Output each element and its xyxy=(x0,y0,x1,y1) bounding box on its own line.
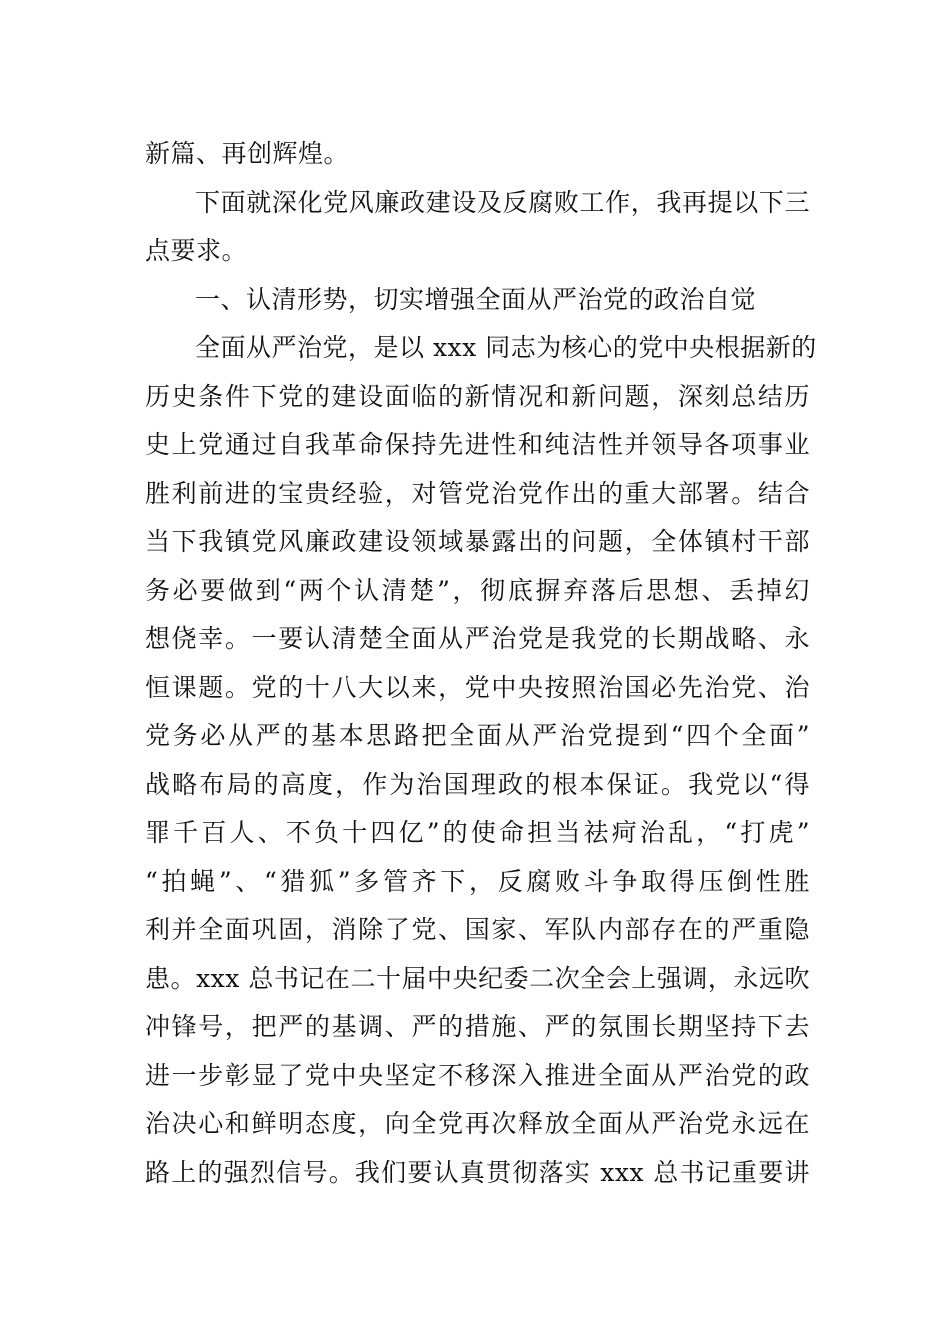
section-heading-1: 一、认清形势，切实增强全面从严治党的政治自觉 xyxy=(195,284,757,314)
text-line-19: 冲锋号，把严的基调、严的措施、严的氛围长期坚持下去 xyxy=(145,1012,810,1041)
text-line-22: 路上的强烈信号。我们要认真贯彻落实 xxx 总书记重要讲 xyxy=(145,1157,810,1187)
text-line-11: 想侥幸。一要认清楚全面从严治党是我党的长期战略、永 xyxy=(145,624,810,653)
text-line-10: 务必要做到“两个认清楚”，彻底摒弃落后思想、丢掉幻 xyxy=(145,575,810,605)
text-line-2: 下面就深化党风廉政建设及反腐败工作，我再提以下三 xyxy=(195,187,810,217)
text-line-18: 患。xxx 总书记在二十届中央纪委二次全会上强调，永远吹 xyxy=(145,963,810,993)
text-line-13: 党务必从严的基本思路把全面从严治党提到“四个全面” xyxy=(145,721,810,750)
document-body xyxy=(145,130,817,1197)
text-line-12: 恒课题。党的十八大以来，党中央按照治国必先治党、治 xyxy=(145,672,810,702)
text-line-6: 历史条件下党的建设面临的新情况和新问题，深刻总结历 xyxy=(145,381,810,411)
text-line-17: 利并全面巩固，消除了党、国家、军队内部存在的严重隐 xyxy=(145,915,810,944)
text-line-8: 胜利前进的宝贵经验，对管党治党作出的重大部署。结合 xyxy=(145,478,810,508)
text-line-5: 全面从严治党，是以 xxx 同志为核心的党中央根据新的 xyxy=(195,333,817,362)
text-line-20: 进一步彰显了党中央坚定不移深入推进全面从严治党的政 xyxy=(145,1060,810,1090)
text-line-3: 点要求。 xyxy=(145,236,248,265)
text-line-15: 罪千百人、不负十四亿”的使命担当祛疴治乱，“打虎” xyxy=(145,818,810,847)
text-line-1: 新篇、再创辉煌。 xyxy=(145,139,350,168)
text-line-9: 当下我镇党风廉政建设领域暴露出的问题，全体镇村干部 xyxy=(145,527,810,556)
text-line-21: 治决心和鲜明态度，向全党再次释放全面从严治党永远在 xyxy=(145,1109,810,1138)
text-line-7: 史上党通过自我革命保持先进性和纯洁性并领导各项事业 xyxy=(145,430,810,459)
text-line-14: 战略布局的高度，作为治国理政的根本保证。我党以“得 xyxy=(145,769,810,799)
text-line-16: “拍蝇”、“猎狐”多管齐下，反腐败斗争取得压倒性胜 xyxy=(145,866,810,896)
